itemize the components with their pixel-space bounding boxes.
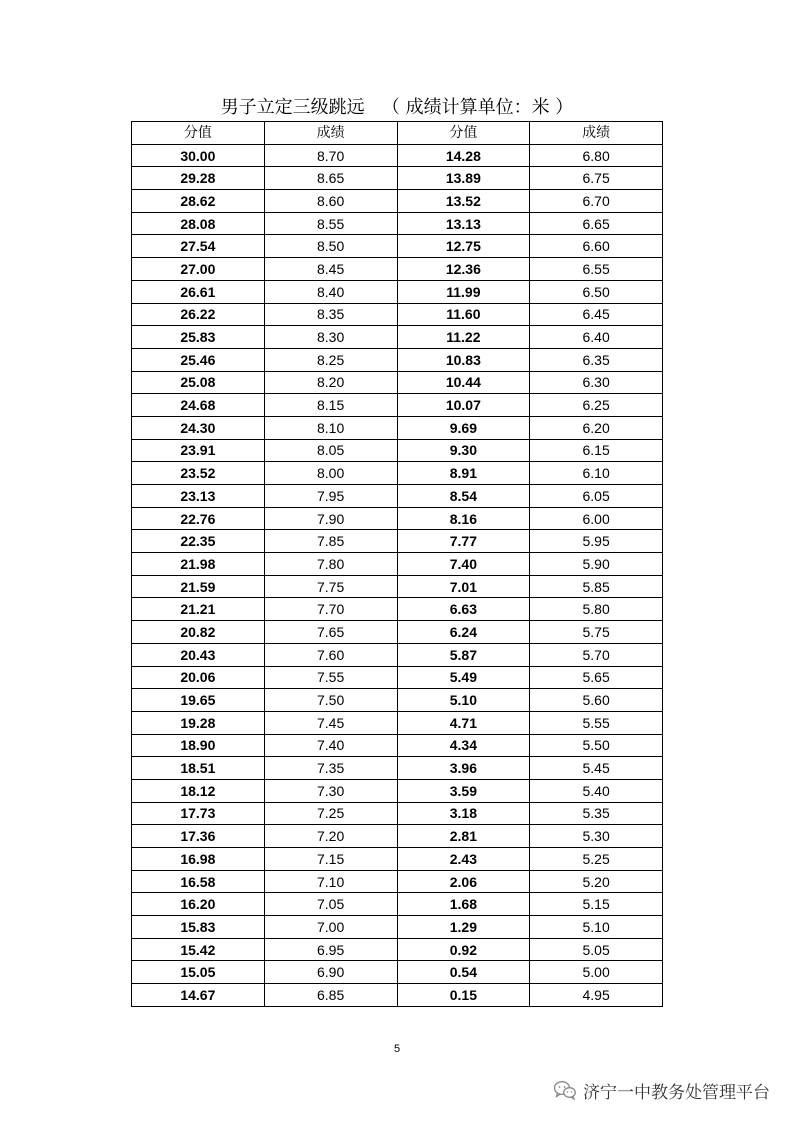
result-cell: 7.25 bbox=[264, 802, 397, 825]
score-cell: 13.13 bbox=[397, 212, 530, 235]
score-cell: 8.91 bbox=[397, 462, 530, 485]
score-cell: 0.54 bbox=[397, 961, 530, 984]
score-cell: 0.92 bbox=[397, 938, 530, 961]
table-row bbox=[132, 893, 663, 916]
table-row bbox=[132, 553, 663, 576]
table-header-row bbox=[132, 122, 663, 145]
table-row bbox=[132, 961, 663, 984]
score-cell: 19.28 bbox=[132, 711, 265, 734]
score-cell: 2.81 bbox=[397, 825, 530, 848]
result-cell: 6.50 bbox=[530, 280, 663, 303]
result-cell: 7.90 bbox=[264, 507, 397, 530]
result-cell: 5.75 bbox=[530, 621, 663, 644]
result-cell: 5.85 bbox=[530, 575, 663, 598]
table-row bbox=[132, 167, 663, 190]
result-cell: 6.30 bbox=[530, 371, 663, 394]
result-cell: 6.40 bbox=[530, 326, 663, 349]
table-row bbox=[132, 984, 663, 1007]
score-cell: 23.52 bbox=[132, 462, 265, 485]
score-cell: 10.07 bbox=[397, 394, 530, 417]
result-cell: 8.15 bbox=[264, 394, 397, 417]
result-cell: 4.95 bbox=[530, 984, 663, 1007]
watermark bbox=[553, 1078, 770, 1102]
result-cell: 5.50 bbox=[530, 734, 663, 757]
score-cell: 13.52 bbox=[397, 190, 530, 213]
result-cell: 8.10 bbox=[264, 416, 397, 439]
table-row bbox=[132, 280, 663, 303]
result-cell: 5.10 bbox=[530, 916, 663, 939]
result-cell: 7.80 bbox=[264, 553, 397, 576]
result-cell: 5.45 bbox=[530, 757, 663, 780]
score-cell: 10.83 bbox=[397, 348, 530, 371]
score-cell: 3.96 bbox=[397, 757, 530, 780]
wechat-icon bbox=[553, 1079, 577, 1101]
result-cell: 7.45 bbox=[264, 711, 397, 734]
result-cell: 7.30 bbox=[264, 779, 397, 802]
result-cell: 6.05 bbox=[530, 485, 663, 508]
watermark-text: 济宁一中教务处管理平台 bbox=[583, 1082, 770, 1103]
result-cell: 6.65 bbox=[530, 212, 663, 235]
score-cell: 4.34 bbox=[397, 734, 530, 757]
table-row bbox=[132, 711, 663, 734]
score-cell: 7.77 bbox=[397, 530, 530, 553]
score-cell: 24.30 bbox=[132, 416, 265, 439]
score-cell: 23.91 bbox=[132, 439, 265, 462]
table-row bbox=[132, 439, 663, 462]
score-cell: 7.40 bbox=[397, 553, 530, 576]
result-cell: 6.00 bbox=[530, 507, 663, 530]
result-cell: 8.30 bbox=[264, 326, 397, 349]
score-cell: 5.10 bbox=[397, 689, 530, 712]
table-row bbox=[132, 303, 663, 326]
result-cell: 8.40 bbox=[264, 280, 397, 303]
score-cell: 18.51 bbox=[132, 757, 265, 780]
score-cell: 17.73 bbox=[132, 802, 265, 825]
table-row bbox=[132, 870, 663, 893]
score-cell: 15.83 bbox=[132, 916, 265, 939]
result-cell: 7.40 bbox=[264, 734, 397, 757]
table-row bbox=[132, 394, 663, 417]
score-cell: 24.68 bbox=[132, 394, 265, 417]
result-cell: 7.60 bbox=[264, 643, 397, 666]
table-row bbox=[132, 757, 663, 780]
result-cell: 6.60 bbox=[530, 235, 663, 258]
result-cell: 6.90 bbox=[264, 961, 397, 984]
result-cell: 5.30 bbox=[530, 825, 663, 848]
score-cell: 6.63 bbox=[397, 598, 530, 621]
score-cell: 17.36 bbox=[132, 825, 265, 848]
result-cell: 5.00 bbox=[530, 961, 663, 984]
score-cell: 18.12 bbox=[132, 779, 265, 802]
result-cell: 5.70 bbox=[530, 643, 663, 666]
score-cell: 20.06 bbox=[132, 666, 265, 689]
score-cell: 11.22 bbox=[397, 326, 530, 349]
page-number: 5 bbox=[393, 1043, 401, 1055]
score-cell: 12.75 bbox=[397, 235, 530, 258]
score-cell: 4.71 bbox=[397, 711, 530, 734]
table-row bbox=[132, 530, 663, 553]
header-result-1: 成绩 bbox=[264, 122, 397, 145]
table-row bbox=[132, 643, 663, 666]
score-cell: 22.76 bbox=[132, 507, 265, 530]
score-cell: 19.65 bbox=[132, 689, 265, 712]
score-cell: 10.44 bbox=[397, 371, 530, 394]
table-row bbox=[132, 666, 663, 689]
table-row bbox=[132, 507, 663, 530]
result-cell: 6.80 bbox=[530, 144, 663, 167]
table-row bbox=[132, 416, 663, 439]
table-row bbox=[132, 734, 663, 757]
result-cell: 5.90 bbox=[530, 553, 663, 576]
score-cell: 22.35 bbox=[132, 530, 265, 553]
score-cell: 14.28 bbox=[397, 144, 530, 167]
table-row bbox=[132, 621, 663, 644]
result-cell: 7.15 bbox=[264, 848, 397, 871]
table-row bbox=[132, 825, 663, 848]
result-cell: 8.70 bbox=[264, 144, 397, 167]
score-cell: 29.28 bbox=[132, 167, 265, 190]
result-cell: 8.45 bbox=[264, 258, 397, 281]
result-cell: 7.05 bbox=[264, 893, 397, 916]
result-cell: 6.75 bbox=[530, 167, 663, 190]
result-cell: 7.20 bbox=[264, 825, 397, 848]
score-cell: 12.36 bbox=[397, 258, 530, 281]
table-row bbox=[132, 190, 663, 213]
score-cell: 26.22 bbox=[132, 303, 265, 326]
table-row bbox=[132, 779, 663, 802]
result-cell: 8.05 bbox=[264, 439, 397, 462]
score-cell: 28.62 bbox=[132, 190, 265, 213]
table-row bbox=[132, 802, 663, 825]
score-cell: 21.21 bbox=[132, 598, 265, 621]
score-cell: 3.59 bbox=[397, 779, 530, 802]
score-cell: 13.89 bbox=[397, 167, 530, 190]
score-cell: 27.54 bbox=[132, 235, 265, 258]
result-cell: 6.45 bbox=[530, 303, 663, 326]
result-cell: 6.20 bbox=[530, 416, 663, 439]
score-cell: 26.61 bbox=[132, 280, 265, 303]
table-row bbox=[132, 371, 663, 394]
result-cell: 7.10 bbox=[264, 870, 397, 893]
table-row bbox=[132, 689, 663, 712]
result-cell: 5.35 bbox=[530, 802, 663, 825]
score-cell: 9.69 bbox=[397, 416, 530, 439]
result-cell: 8.50 bbox=[264, 235, 397, 258]
result-cell: 8.60 bbox=[264, 190, 397, 213]
result-cell: 5.20 bbox=[530, 870, 663, 893]
score-cell: 23.13 bbox=[132, 485, 265, 508]
score-cell: 21.98 bbox=[132, 553, 265, 576]
result-cell: 8.55 bbox=[264, 212, 397, 235]
score-cell: 8.54 bbox=[397, 485, 530, 508]
result-cell: 6.55 bbox=[530, 258, 663, 281]
table-row bbox=[132, 348, 663, 371]
result-cell: 7.55 bbox=[264, 666, 397, 689]
result-cell: 7.75 bbox=[264, 575, 397, 598]
header-score-2: 分值 bbox=[397, 122, 530, 145]
score-cell: 1.29 bbox=[397, 916, 530, 939]
score-cell: 15.42 bbox=[132, 938, 265, 961]
score-cell: 0.15 bbox=[397, 984, 530, 1007]
result-cell: 5.80 bbox=[530, 598, 663, 621]
table-row bbox=[132, 258, 663, 281]
score-cell: 2.43 bbox=[397, 848, 530, 871]
score-cell: 1.68 bbox=[397, 893, 530, 916]
result-cell: 7.00 bbox=[264, 916, 397, 939]
result-cell: 5.25 bbox=[530, 848, 663, 871]
score-cell: 21.59 bbox=[132, 575, 265, 598]
page-title: 男子立定三级跳远 （ 成绩计算单位：米 ） bbox=[220, 97, 574, 118]
result-cell: 7.35 bbox=[264, 757, 397, 780]
result-cell: 6.35 bbox=[530, 348, 663, 371]
score-cell: 2.06 bbox=[397, 870, 530, 893]
score-cell: 11.60 bbox=[397, 303, 530, 326]
score-cell: 11.99 bbox=[397, 280, 530, 303]
result-cell: 6.15 bbox=[530, 439, 663, 462]
result-cell: 5.95 bbox=[530, 530, 663, 553]
table-row bbox=[132, 848, 663, 871]
table-row bbox=[132, 485, 663, 508]
score-cell: 8.16 bbox=[397, 507, 530, 530]
score-cell: 25.46 bbox=[132, 348, 265, 371]
table-row bbox=[132, 235, 663, 258]
result-cell: 5.40 bbox=[530, 779, 663, 802]
score-cell: 30.00 bbox=[132, 144, 265, 167]
result-cell: 5.60 bbox=[530, 689, 663, 712]
table-row bbox=[132, 212, 663, 235]
result-cell: 6.25 bbox=[530, 394, 663, 417]
result-cell: 7.85 bbox=[264, 530, 397, 553]
score-cell: 14.67 bbox=[132, 984, 265, 1007]
score-table bbox=[131, 121, 663, 1007]
table-row bbox=[132, 144, 663, 167]
table-row bbox=[132, 462, 663, 485]
table-row bbox=[132, 326, 663, 349]
score-cell: 25.83 bbox=[132, 326, 265, 349]
score-cell: 25.08 bbox=[132, 371, 265, 394]
score-cell: 16.20 bbox=[132, 893, 265, 916]
header-score-1: 分值 bbox=[132, 122, 265, 145]
table-row bbox=[132, 938, 663, 961]
result-cell: 8.35 bbox=[264, 303, 397, 326]
result-cell: 7.70 bbox=[264, 598, 397, 621]
result-cell: 5.65 bbox=[530, 666, 663, 689]
result-cell: 8.65 bbox=[264, 167, 397, 190]
result-cell: 5.15 bbox=[530, 893, 663, 916]
score-cell: 28.08 bbox=[132, 212, 265, 235]
score-cell: 27.00 bbox=[132, 258, 265, 281]
header-result-2: 成绩 bbox=[530, 122, 663, 145]
result-cell: 7.65 bbox=[264, 621, 397, 644]
result-cell: 6.85 bbox=[264, 984, 397, 1007]
result-cell: 8.20 bbox=[264, 371, 397, 394]
result-cell: 6.70 bbox=[530, 190, 663, 213]
score-cell: 20.82 bbox=[132, 621, 265, 644]
result-cell: 7.95 bbox=[264, 485, 397, 508]
table-row bbox=[132, 575, 663, 598]
score-cell: 16.58 bbox=[132, 870, 265, 893]
score-cell: 18.90 bbox=[132, 734, 265, 757]
result-cell: 6.95 bbox=[264, 938, 397, 961]
score-cell: 20.43 bbox=[132, 643, 265, 666]
score-cell: 7.01 bbox=[397, 575, 530, 598]
result-cell: 8.25 bbox=[264, 348, 397, 371]
score-cell: 16.98 bbox=[132, 848, 265, 871]
result-cell: 7.50 bbox=[264, 689, 397, 712]
result-cell: 5.05 bbox=[530, 938, 663, 961]
score-cell: 6.24 bbox=[397, 621, 530, 644]
score-cell: 5.87 bbox=[397, 643, 530, 666]
score-cell: 9.30 bbox=[397, 439, 530, 462]
result-cell: 5.55 bbox=[530, 711, 663, 734]
score-cell: 5.49 bbox=[397, 666, 530, 689]
table-row bbox=[132, 916, 663, 939]
result-cell: 6.10 bbox=[530, 462, 663, 485]
score-cell: 3.18 bbox=[397, 802, 530, 825]
score-cell: 15.05 bbox=[132, 961, 265, 984]
result-cell: 8.00 bbox=[264, 462, 397, 485]
table-row bbox=[132, 598, 663, 621]
